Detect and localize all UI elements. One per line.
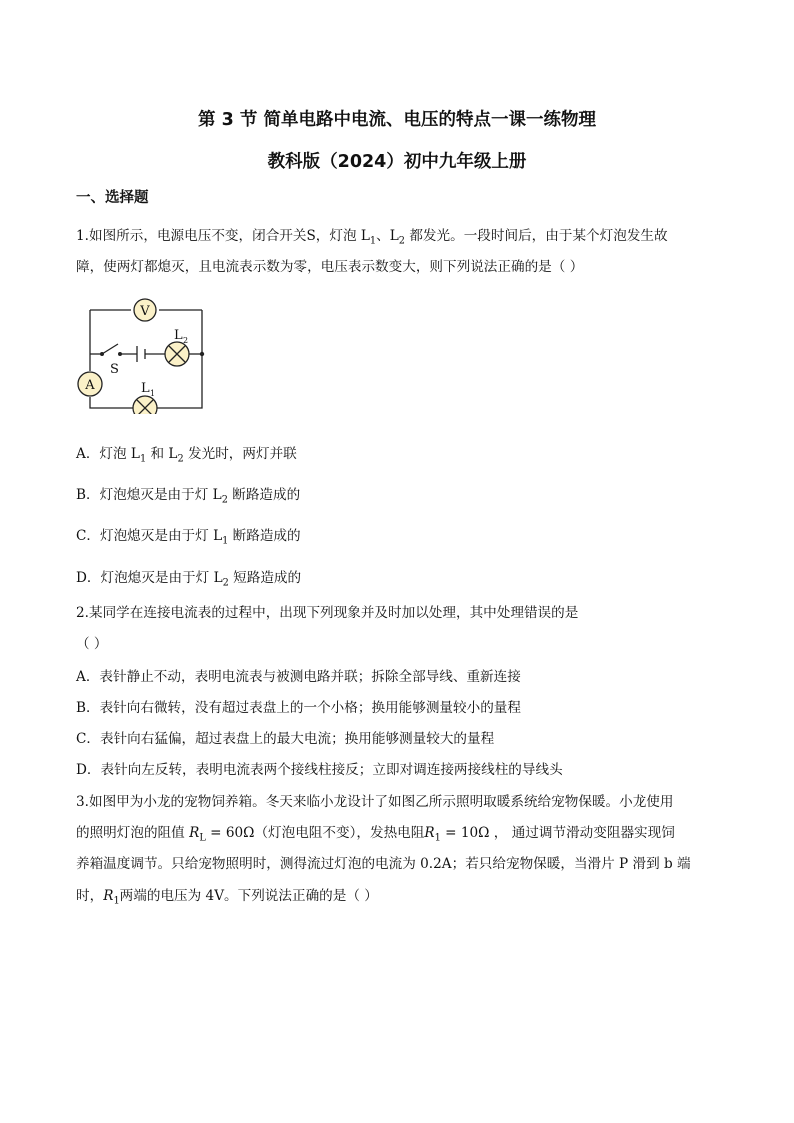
q1-option-c: C．灯泡熄灭是由于灯 $L_1$ 断路造成的 bbox=[76, 528, 301, 547]
q2-option-b: B．表针向右微转，没有超过表盘上的一个小格；换用能够测量较小的量程 bbox=[76, 700, 521, 716]
q2-answer-paren: （ ） bbox=[76, 636, 108, 652]
document-subtitle: 教科版（2024）初中九年级上册 bbox=[267, 152, 527, 172]
q2-option-d: D．表针向左反转，表明电流表两个接线柱接反；立即对调连接两接线柱的导线头 bbox=[76, 762, 563, 778]
formula-r1: $R_1 = 10\Omega$ bbox=[424, 825, 490, 844]
svg-text:2: 2 bbox=[183, 336, 189, 345]
q2-option-c: C．表针向右猛偏，超过表盘上的最大电流；换用能够测量较大的量程 bbox=[76, 731, 495, 747]
voltmeter bbox=[134, 299, 156, 321]
svg-text:V: V bbox=[140, 304, 150, 319]
switch-s bbox=[100, 352, 122, 377]
svg-text:1: 1 bbox=[150, 389, 156, 398]
q1-option-d: D．灯泡熄灭是由于灯 $L_2$ 短路造成的 bbox=[76, 570, 302, 589]
svg-text:L: L bbox=[141, 381, 150, 396]
formula-rl: $R_L = 60\Omega$ bbox=[189, 825, 255, 844]
section-heading: 一、选择题 bbox=[76, 190, 149, 206]
svg-text:L: L bbox=[174, 328, 183, 343]
q3-stem-line2: 的照明灯泡的阻值 $R_L = 60\Omega$（灯泡电阻不变），发热电阻$R_1 = 10\Omega$ ， 通过调节滑动变阻器实现饲 bbox=[76, 825, 675, 844]
q1-circuit-diagram bbox=[72, 292, 212, 414]
lamp-l1 bbox=[133, 381, 157, 414]
document-title: 第 3 节 简单电路中电流、电压的特点一课一练物理 bbox=[198, 110, 596, 130]
lamp-l2 bbox=[165, 328, 189, 366]
q1-option-a: A．灯泡 $L_1$ 和 $L_2$ 发光时，两灯并联 bbox=[76, 446, 297, 465]
q1-option-b: B．灯泡熄灭是由于灯 $L_2$ 断路造成的 bbox=[76, 487, 301, 506]
q3-stem-line3: 养箱温度调节。只给宠物照明时，测得流过灯泡的电流为 0.2A；若只给宠物保暖，当滑片 P 滑到 b 端 bbox=[76, 856, 691, 872]
q2-option-a: A．表针静止不动，表明电流表与被测电路并联；拆除全部导线、重新连接 bbox=[76, 669, 521, 685]
svg-text:S: S bbox=[110, 362, 119, 377]
ammeter bbox=[78, 372, 102, 396]
svg-text:A: A bbox=[85, 378, 95, 393]
q3-stem-line1: 3.如图甲为小龙的宠物饲养箱。冬天来临小龙设计了如图乙所示照明取暖系统给宠物保暖。小龙使用 bbox=[76, 794, 674, 810]
formula-r1-inline: $R_1$ bbox=[103, 888, 120, 907]
q3-stem-line4: 时，$R_1$两端的电压为 4V。下列说法正确的是（ ） bbox=[76, 888, 378, 907]
q1-stem-line1: 1.如图所示，电源电压不变，闭合开关S，灯泡 $L_1$、$L_2$ 都发光。一段时间后，由于某个灯泡发生故 bbox=[76, 228, 668, 247]
junction-dot bbox=[200, 352, 204, 356]
q1-stem-line2: 障，使两灯都熄灭，且电流表示数为零，电压表示数变大，则下列说法正确的是（ ） bbox=[76, 259, 584, 275]
q2-stem: 2.某同学在连接电流表的过程中，出现下列现象并及时加以处理，其中处理错误的是 bbox=[76, 605, 579, 621]
